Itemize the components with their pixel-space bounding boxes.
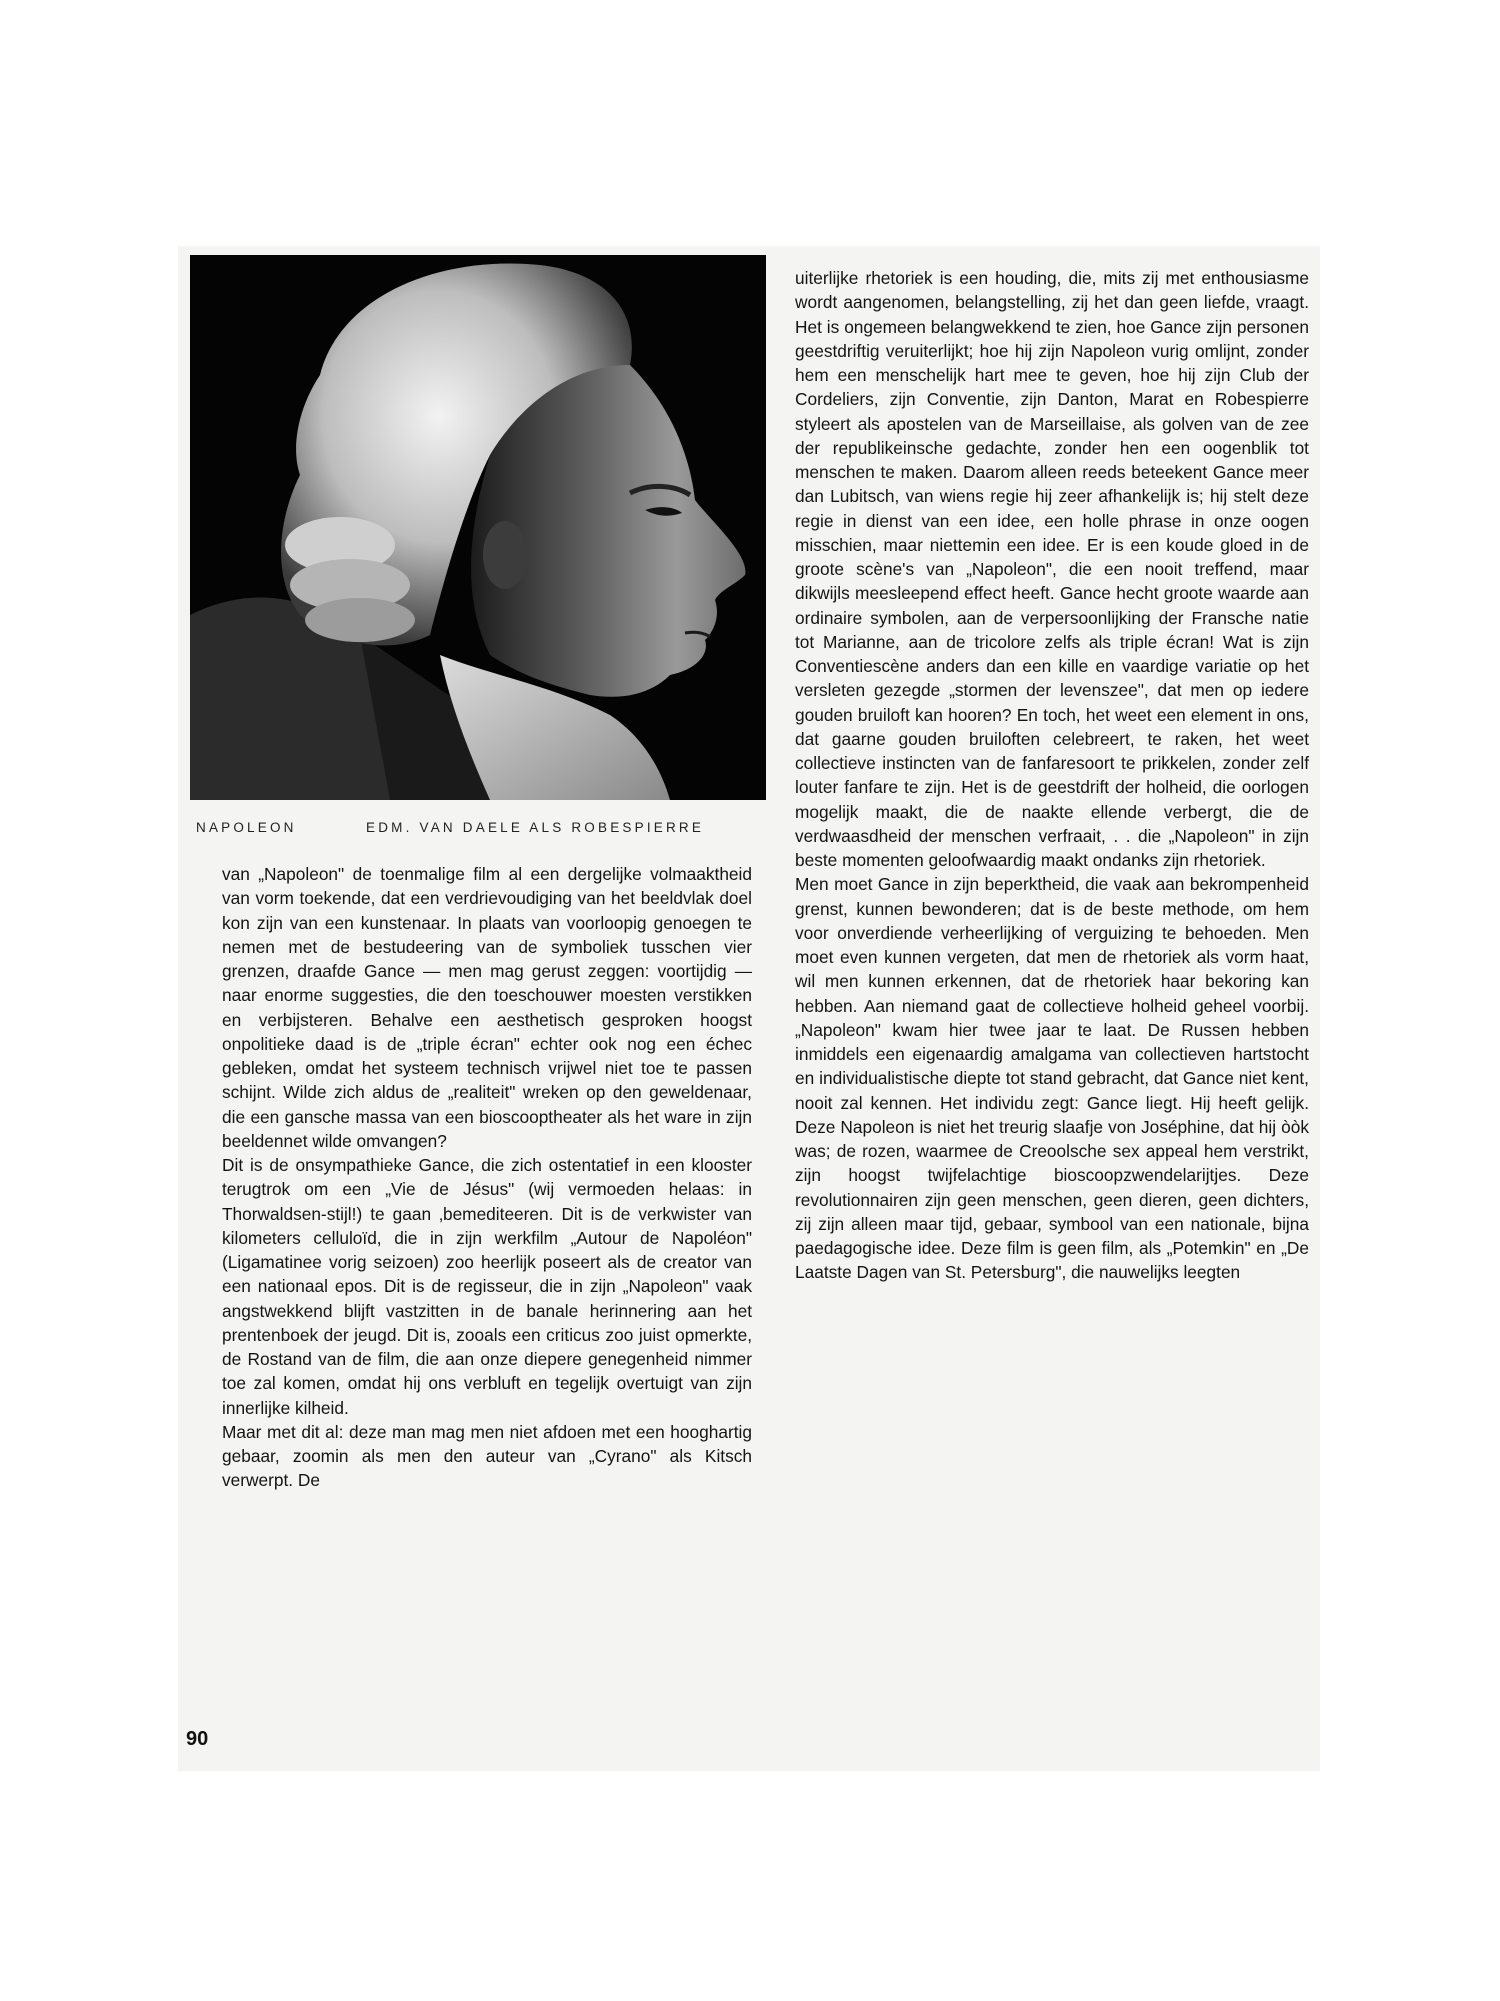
paragraph: Dit is de onsympathieke Gance, die zich ostentatief in een klooster terugtrok om een „Vie de Jésus" (wij vermoeden helaas: in Thorwaldsen-stijl!) te gaan ‚bemediteeren. Dit is de verkwister van kilometers celluloïd, die in zijn werkfilm „Autour de Napoléon" (Ligamatinee vorig seizoen) zoo heerlijk poseert als de creator van een nationaal epos. Dit is de regisseur, die in zijn „Napoleon" vaak angstwekkend blijft vastzitten in de banale herinnering aan het prentenboek der jeugd. Dit is, zooals een criticus zoo juist opmerkte, de Rostand van de film, die aan onze diepere genegenheid nimmer toe zal komen, omdat hij ons verbluft en tegelijk overtuigt van zijn innerlijke kilheid.: [222, 1155, 752, 1418]
paragraph: Men moet Gance in zijn beperktheid, die vaak aan bekrompenheid grenst, kunnen bewonderen; dat is de beste methode, om hem voor onverdiende verheerlijking of verguizing te behoeden. Men moet even kunnen vergeten, dat men de rhetoriek als vorm haat, wil men kunnen erkennen, dat de rhetoriek haar bekoring kan hebben. Aan niemand gaat de collectieve holheid geheel voorbij. „Napoleon" kwam hier twee jaar te laat. De Russen hebben inmiddels een eigenaardig amalgama van collectieven hartstocht en individualistische diepte tot stand gebracht, dat Gance niet kent, nooit zal kennen. Het individu zegt: Gance liegt. Hij heeft gelijk. Deze Napoleon is niet het treurig slaafje von Joséphine, dat hij òòk was; de rozen, waarmee de Creoolsche sex appeal hem verstrikt, zijn hoogst twijfelachtige bioscoopzwendelarijtjes. Deze revolutionnairen zijn geen menschen, geen dieren, geen dichters, zij zijn alleen maar tijd, gebaar, symbool van een nationale, bijna paedagogische idee. Deze film is geen film, als „Potemkin" en „De Laatste Dagen van St. Petersburg", die nauwelijks leegten: [795, 874, 1309, 1283]
page-number: 90: [186, 1728, 209, 1750]
robespierre-portrait-image: [190, 255, 766, 800]
photo-caption: [196, 820, 758, 842]
paragraph: uiterlijke rhetoriek is een houding, die, mits zij met enthousiasme wordt aangenomen, belangstelling, zij het dan geen liefde, vraagt. Het is ongemeen belangwekkend te zien, hoe Gance zijn personen geestdriftig veruiterlijkt; hoe hij zijn Napoleon vurig omlijnt, zonder hem een menschelijk hart mee te geven, hoe hij zijn Club der Cordeliers, zijn Conventie, zijn Danton, Marat en Robespierre styleert als apostelen van de Marseillaise, als golven van de zee der republikeinsche gedachte, zonder hen een oogenblik tot menschen te maken. Daarom alleen reeds beteekent Gance meer dan Lubitsch, van wiens regie hij zeer afhankelijk is; hij stelt deze regie in dienst van een idee, een holle phrase in onze oogen misschien, maar niettemin een idee. Er is een koude gloed in de groote scène's van „Napoleon", die een nooit treffend, maar dikwijls meesleepend effect heeft. Gance hecht groote waarde aan ordinaire symbolen, aan de verpersoonlijking der Fransche natie tot Marianne, aan de tricolore zelfs als triple écran! Wat is zijn Conventiescène anders dan een kille en vaardige variatie op het versleten gezegde „stormen der levenszee", dat men op iedere gouden bruiloft kan hooren? En toch, het weet een element in ons, dat gaarne gouden bruiloften celebreert, te raken, het weet collectieve instincten van de fanfaresoort te prikkelen, zonder zelf louter fanfare te zijn. Het is de geestdrift der holheid, die oorlogen mogelijk maakt, die de naakte ellende verbergt, die de verdwaasdheid der menschen verfraait, . . die „Napoleon" in zijn beste momenten geloofwaardig maakt ondanks zijn rhetoriek.: [795, 268, 1309, 870]
left-text-column: [222, 862, 752, 1493]
paragraph: Maar met dit al: deze man mag men niet afdoen met een hooghartig gebaar, zoomin als men den auteur van „Cyrano" als Kitsch verwerpt. De: [222, 1421, 752, 1491]
caption-robespierre: EDM. VAN DAELE ALS ROBESPIERRE: [366, 820, 705, 835]
paragraph: van „Napoleon" de toenmalige film al een dergelijke volmaaktheid van vorm toekende, dat een verdrievoudiging van het beeldvlak doel kon zijn van een kunstenaar. In plaats van voorloopig genoegen te nemen met de bestudeering van de symboliek tusschen vier grenzen, draafde Gance — men mag gerust zeggen: voortijdig — naar enorme suggesties, die den toeschouwer moesten verstikken en verbijsteren. Behalve een aesthetisch gesproken hoogst onpolitieke daad is de „triple écran" echter ook nog een échec gebleken, omdat het systeem technisch vrijwel niet toe te passen schijnt. Wilde zich aldus de „realiteit" wreken op den geweldenaar, die een gansche massa van een bioscooptheater als het ware in zijn beeldennet wilde omvangen?: [222, 864, 752, 1151]
caption-napoleon: NAPOLEON: [196, 820, 297, 835]
right-text-column: [795, 266, 1309, 1285]
portrait-photo: [190, 255, 766, 800]
